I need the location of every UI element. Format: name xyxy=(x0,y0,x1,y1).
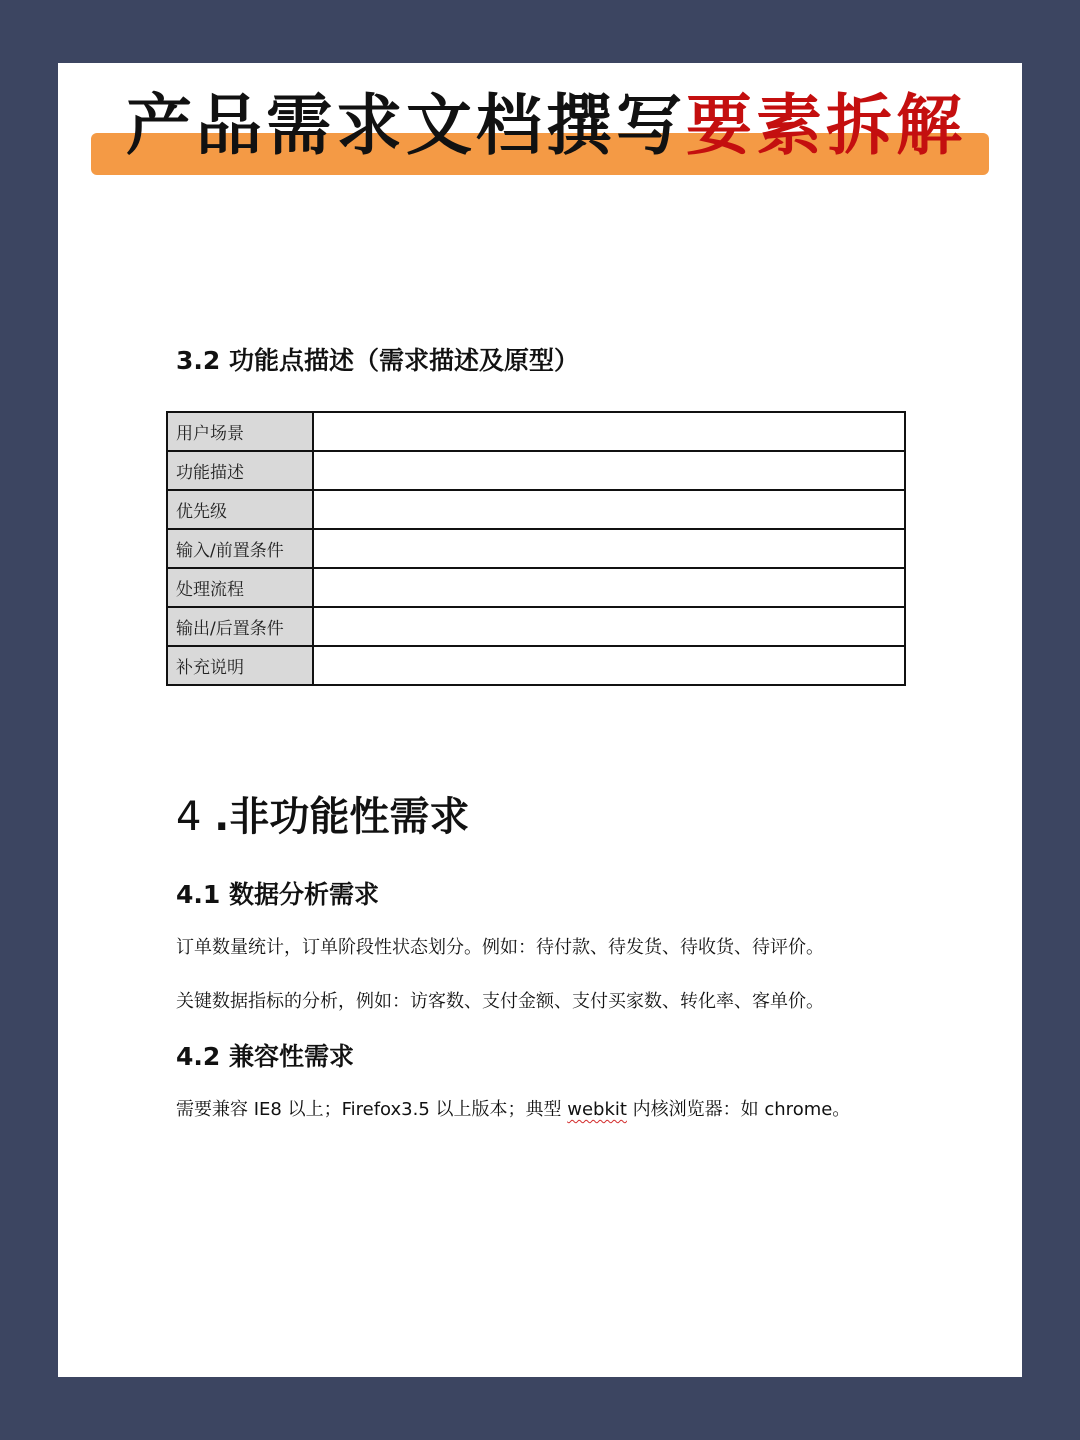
row-value xyxy=(313,568,905,607)
table-row xyxy=(167,490,905,529)
table-row xyxy=(167,568,905,607)
row-label: 用户场景 xyxy=(167,412,313,451)
section-3-2-heading: 3.2 功能点描述（需求描述及原型） xyxy=(176,346,579,375)
section-4-number: 4 xyxy=(176,794,215,840)
compat-text-a: 需要兼容 IE8 以上；Firefox3.5 以上版本；典型 xyxy=(176,1099,568,1120)
row-value xyxy=(313,646,905,685)
section-4-1-heading: 4.1 数据分析需求 xyxy=(176,880,379,909)
compat-text-c: 内核浏览器：如 chrome。 xyxy=(626,1099,851,1120)
table-row xyxy=(167,451,905,490)
row-label: 优先级 xyxy=(167,490,313,529)
row-label: 功能描述 xyxy=(167,451,313,490)
title-part-black: 产品需求文档撰写 xyxy=(126,86,686,164)
spellcheck-word: webkit xyxy=(567,1099,627,1120)
data-analysis-paragraph-1: 订单数量统计，订单阶段性状态划分。例如：待付款、待发货、待收货、待评价。 xyxy=(176,937,824,958)
row-value xyxy=(313,529,905,568)
row-value xyxy=(313,607,905,646)
requirement-table xyxy=(166,411,906,686)
page-title xyxy=(126,85,1006,165)
row-value xyxy=(313,412,905,451)
section-4-2-heading: 4.2 兼容性需求 xyxy=(176,1042,354,1071)
data-analysis-paragraph-2: 关键数据指标的分析，例如：访客数、支付金额、支付买家数、转化率、客单价。 xyxy=(176,991,824,1012)
table-row xyxy=(167,529,905,568)
document-page xyxy=(58,63,1022,1377)
table-row xyxy=(167,646,905,685)
table-row xyxy=(167,412,905,451)
row-value xyxy=(313,451,905,490)
row-label: 输入/前置条件 xyxy=(167,529,313,568)
row-value xyxy=(313,490,905,529)
title-part-red: 要素拆解 xyxy=(686,86,966,164)
compatibility-paragraph xyxy=(176,1095,850,1121)
table-row xyxy=(167,607,905,646)
row-label: 补充说明 xyxy=(167,646,313,685)
row-label: 输出/后置条件 xyxy=(167,607,313,646)
section-4-heading xyxy=(176,785,469,842)
row-label: 处理流程 xyxy=(167,568,313,607)
section-4-title: .非功能性需求 xyxy=(214,794,470,840)
